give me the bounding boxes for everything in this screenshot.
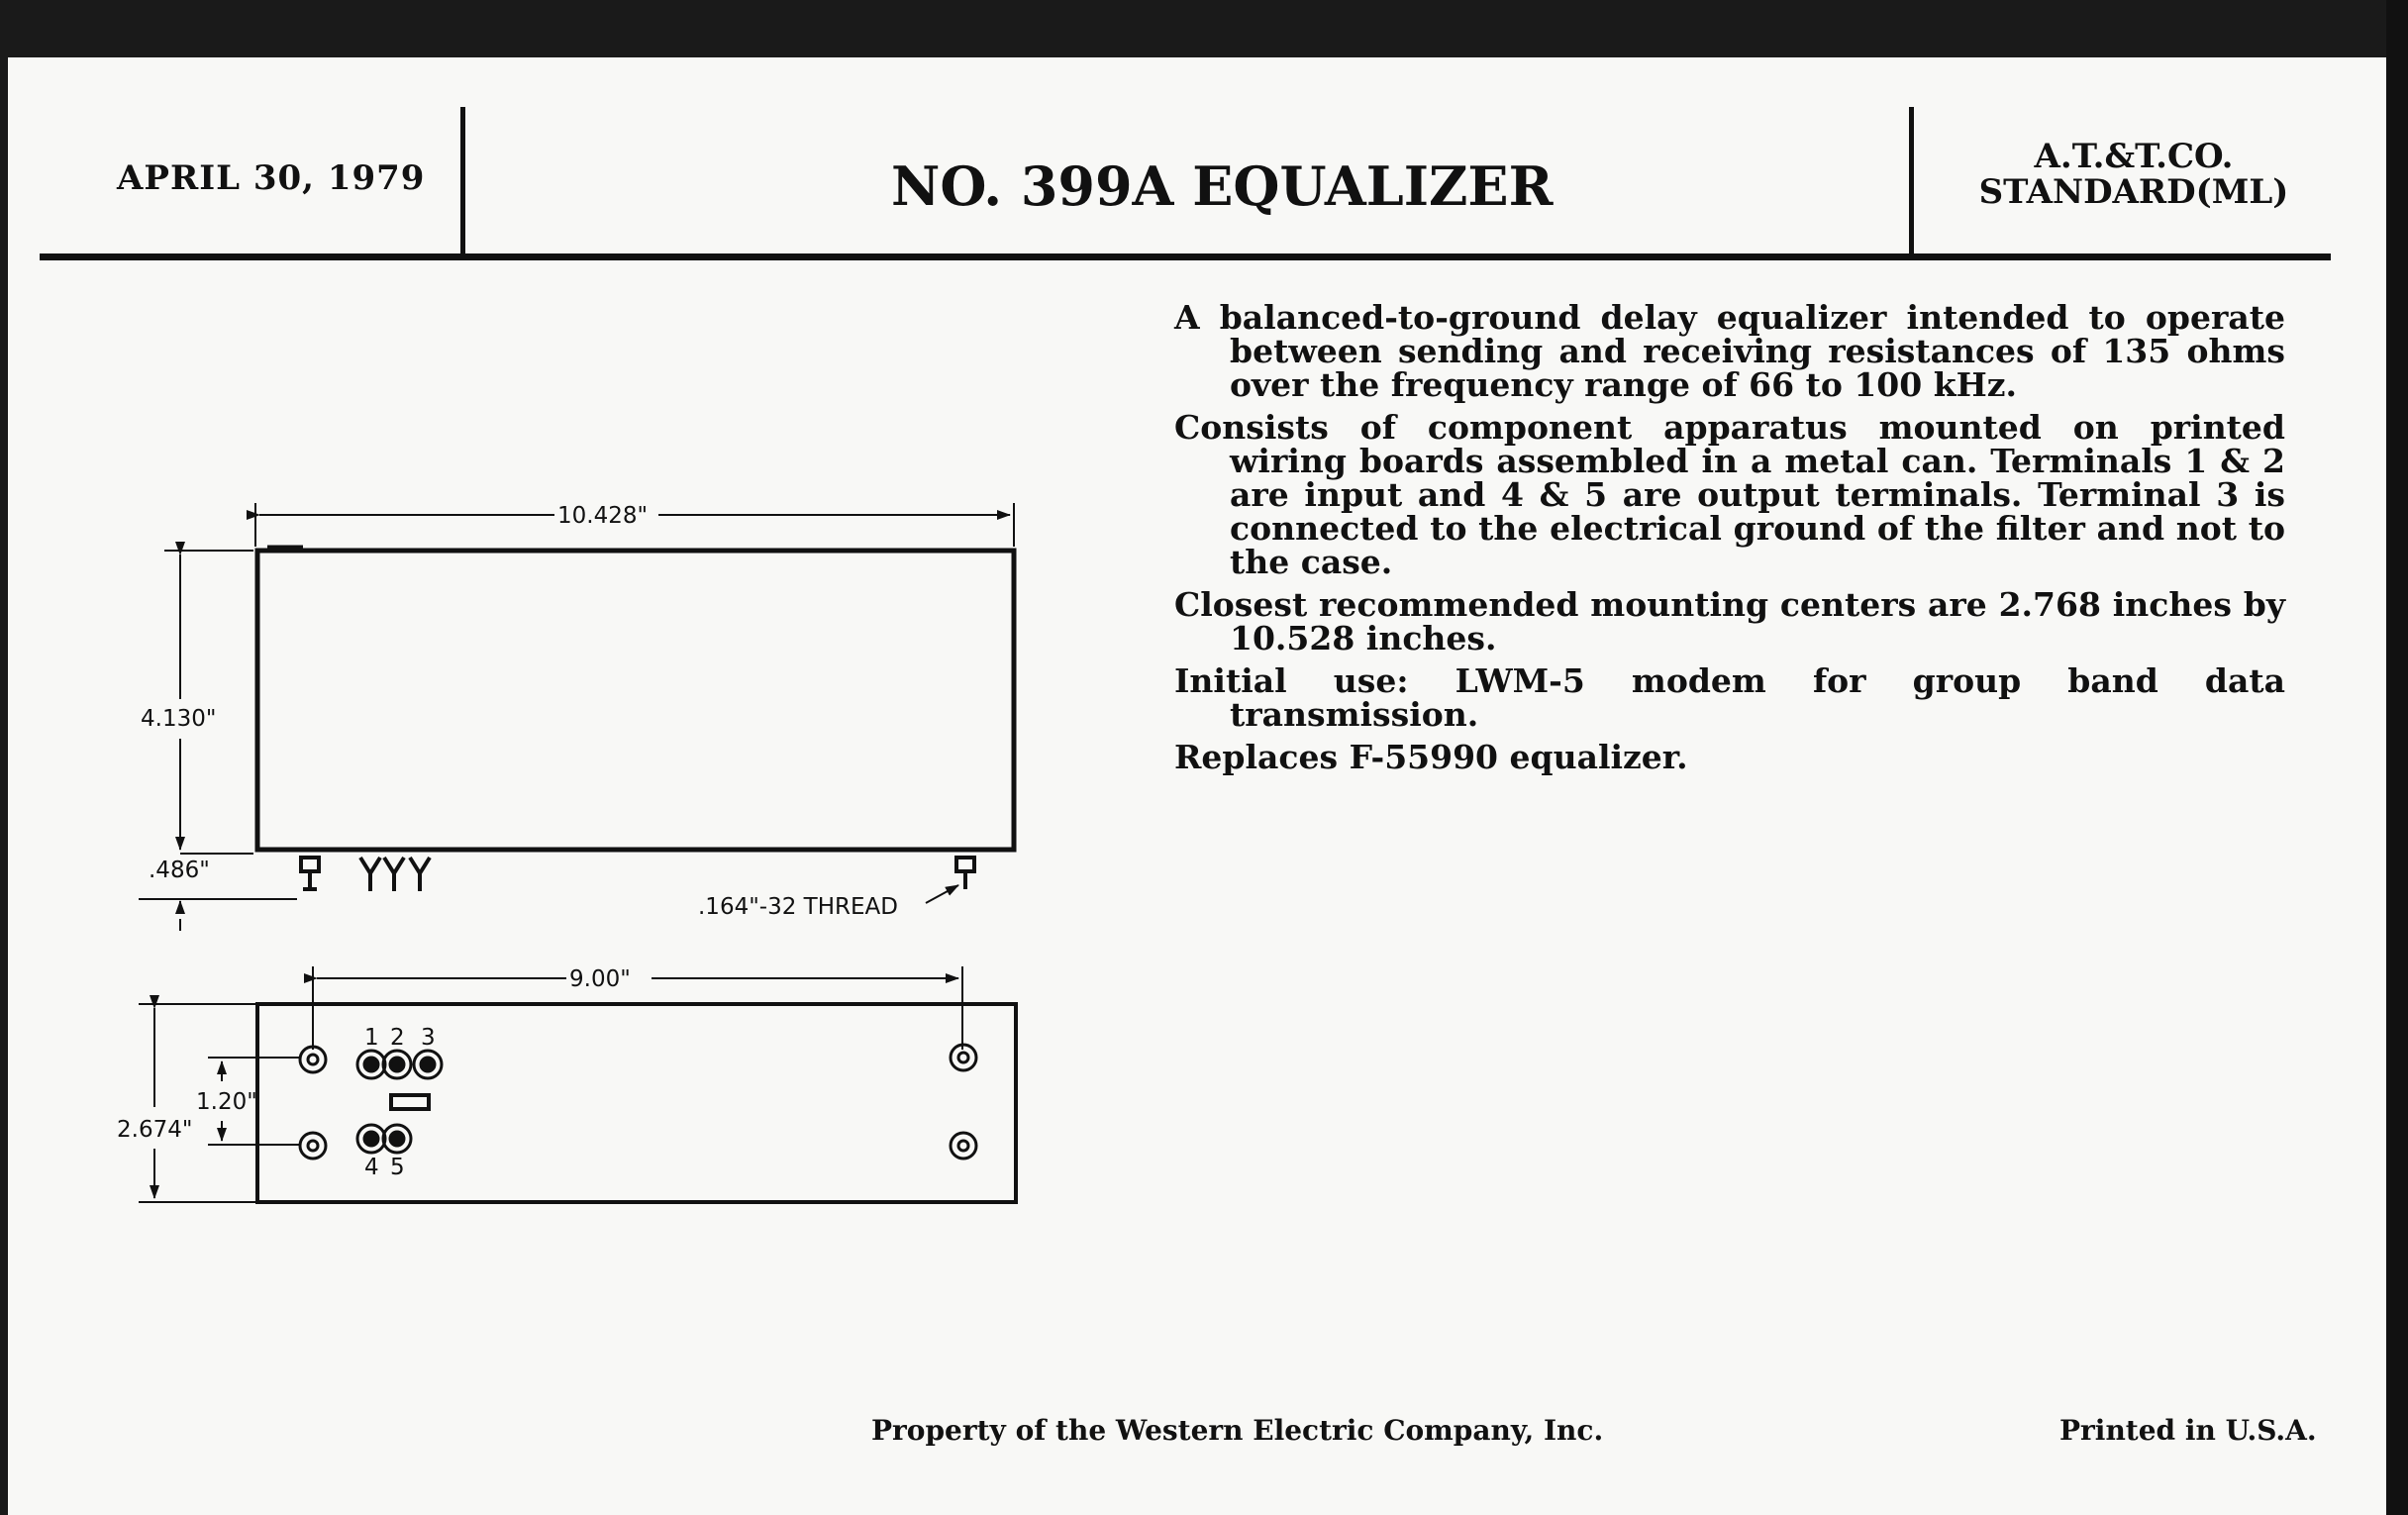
terminal-label-1: 1 — [364, 1025, 379, 1051]
description-paragraph: Closest recommended mounting centers are 2.768 inches by 10.528 inches. — [1174, 585, 2285, 657]
mechanical-drawing — [0, 0, 1089, 1267]
printed-notice: Printed in U.S.A. — [2059, 1414, 2317, 1447]
terminal-label-4: 4 — [364, 1155, 379, 1180]
description — [1174, 298, 2285, 783]
bottom-width-label: 9.00" — [569, 966, 631, 992]
terminal-label-5: 5 — [390, 1155, 405, 1180]
header-divider-right — [1909, 107, 1914, 255]
scan-border — [2386, 0, 2408, 1515]
side-height-label: 4.130" — [141, 706, 217, 732]
page-title: NO. 399A EQUALIZER — [891, 154, 1554, 218]
terminal-height-label: .486" — [149, 858, 210, 883]
side-view-case — [257, 551, 1014, 850]
bottom-height-label: 2.674" — [117, 1117, 193, 1143]
terminal-label-2: 2 — [390, 1025, 405, 1051]
terminal-spacing-label: 1.20" — [196, 1089, 257, 1115]
description-paragraph: Initial use: LWM-5 modem for group band data transmission. — [1174, 661, 2285, 734]
description-paragraph: A balanced-to-ground delay equalizer intended to operate between sending and receiving resistances of 135 ohms over the frequency range of 66 to 100 kHz. — [1174, 298, 2285, 404]
standard-label: STANDARD(ML) — [1978, 172, 2289, 212]
standard-block — [1956, 139, 2312, 210]
side-width-label: 10.428" — [557, 503, 649, 529]
standard-company: A.T.&T.CO. — [2034, 137, 2234, 176]
thread-label: .164"-32 THREAD — [698, 894, 898, 920]
terminal-label-3: 3 — [421, 1025, 436, 1051]
description-paragraph: Consists of component apparatus mounted on printed wiring boards assembled in a metal can. Terminals 1 & 2 are input and 4 & 5 are output terminals. Terminal 3 is connected to the electrical ground of the filter and not to the case. — [1174, 408, 2285, 581]
issue-date: APRIL 30, 1979 — [117, 158, 426, 198]
description-paragraph: Replaces F-55990 equalizer. — [1174, 738, 1688, 776]
ownership-notice: Property of the Western Electric Company, Inc. — [871, 1414, 1604, 1447]
